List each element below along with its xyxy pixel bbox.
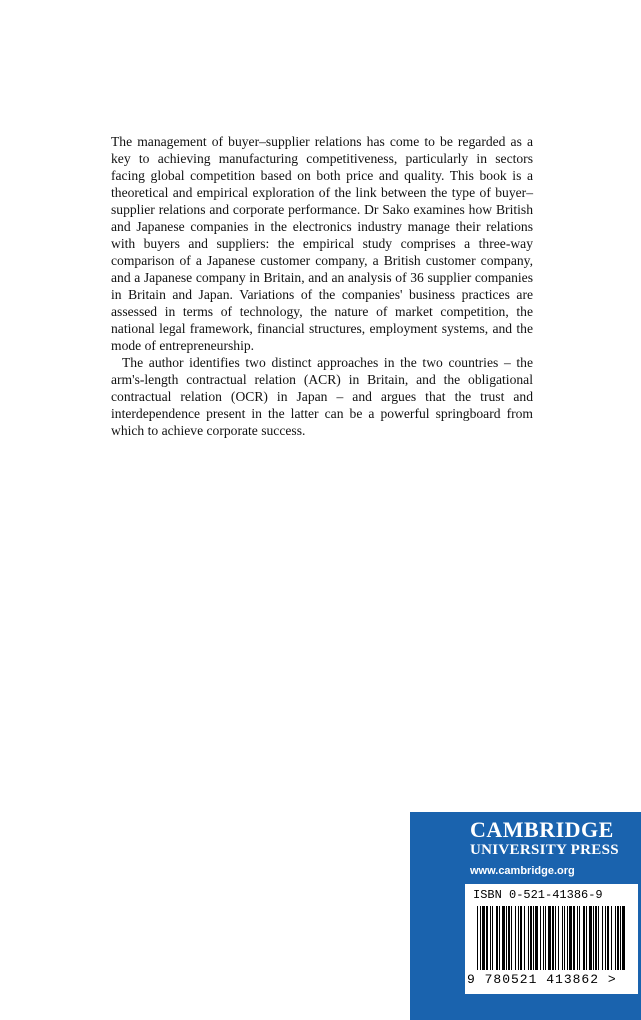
publisher-url: www.cambridge.org — [470, 865, 575, 877]
barcode-panel — [465, 884, 638, 994]
publisher-logo — [470, 818, 638, 858]
barcode-icon — [477, 906, 627, 970]
publisher-block — [410, 812, 641, 1020]
publisher-name-line2: UNIVERSITY PRESS — [470, 842, 619, 858]
blurb-paragraph-2: The author identifies two distinct approaches in the two countries – the arm's-length contractual relation (ACR) in Britain, and the obligational contractual relation (OCR) in Japan – and argues that the trust and interdependence present in the latter can be a powerful springboard from which to achieve corporate success. — [111, 355, 533, 438]
barcode-digits: 9 780521 413862 > — [467, 972, 617, 987]
publisher-name-line1: CAMBRIDGE — [470, 817, 614, 842]
back-cover-blurb — [111, 133, 533, 439]
isbn-label: ISBN 0-521-41386-9 — [473, 888, 603, 902]
blurb-paragraph-1: The management of buyer–supplier relations has come to be regarded as a key to achieving manufacturing competitiveness, particularly in sectors facing global competition based on both price and quality. This book is a theoretical and empirical exploration of the link between the type of buyer–supplier relations and corporate performance. Dr Sako examines how British and Japanese companies in the electronics industry manage their relations with buyers and suppliers: the empirical study comprises a three-way comparison of a Japanese customer company, a British customer company, and a Japanese company in Britain, and an analysis of 36 supplier companies in Britain and Japan. Variations of the companies' business practices are assessed in terms of technology, the nature of market competition, the national legal framework, financial structures, employment systems, and the mode of entrepreneurship. — [111, 134, 533, 353]
